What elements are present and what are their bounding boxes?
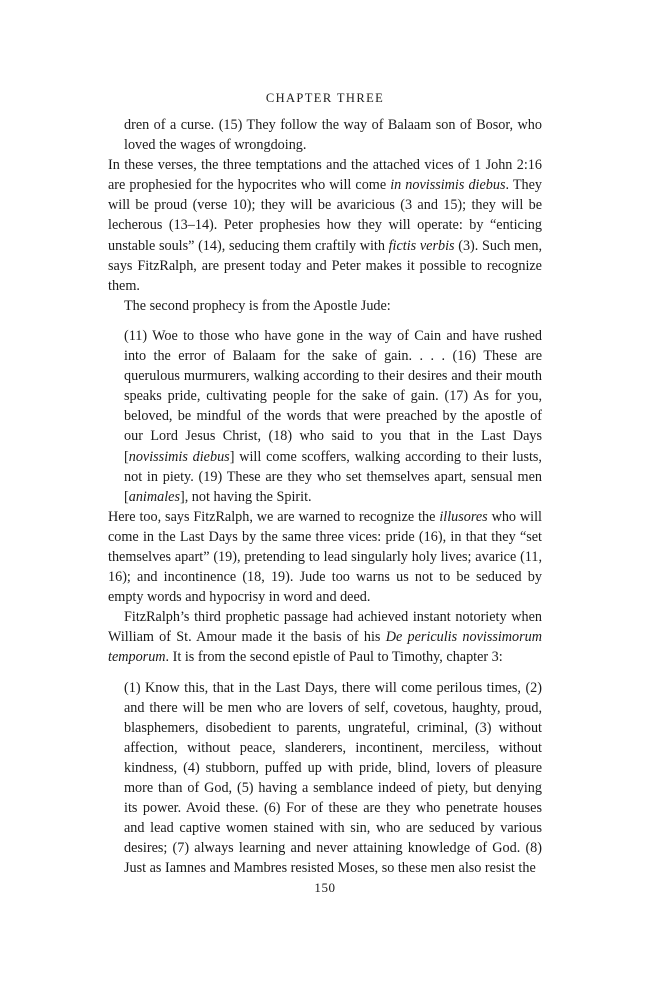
text-run: (3). Such men, says FitzRalph, are present today and Peter makes it possible to recognize them. — [108, 237, 542, 294]
text-run: . It is from the second epistle of Paul to Timothy, chapter 3: — [165, 649, 503, 666]
book-title: De periculis novissimorum temporum — [108, 629, 543, 666]
paragraph-third-passage — [108, 607, 542, 667]
page-number: 150 — [314, 880, 336, 895]
latin-phrase: in novissimis diebus — [390, 177, 506, 194]
body-text — [108, 115, 542, 878]
text-run: ] will come scoffers, walking according to their lusts, not in piety. (19) These are they who set themselves apart, sensual men [ — [124, 448, 542, 505]
block-quote-timothy: (1) Know this, that in the Last Days, there will come perilous times, (2) and there will be men who are lovers of self, covetous, haughty, proud, blasphemers, disobedient to parents, ungrateful, criminal, (3) without affection, without peace, slanderers, incontinent, merciless, without kindness, (4) stubborn, puffed up with pride, blind, lovers of pleasure more than of God, (5) having a semblance indeed of piety, but denying its power. Avoid these. (6) For of these are they who penetrate houses and lead captive women stained with sin, who are seduced by various desires; (7) always learning and never attaining knowledge of God. (8) Just as Iamnes and Mambres resisted Moses, so these men also resist the — [124, 679, 542, 877]
text-run: who will come in the Last Days by the same three vices: pride (16), in that they “set themselves apart” (19), pretending to lead singularly holy lives; avarice (11, 16); and incontinence (18, 19). Jude too warns us not to be seduced by empty words and hypocrisy in word and deed. — [108, 508, 542, 606]
block-quote-jude — [108, 326, 542, 507]
paragraph-commentary-peter — [108, 155, 542, 296]
text-run: In these verses, the three temptations and the attached vices of 1 John 2:16 are prophesied for the hypocrites who will come — [108, 157, 542, 194]
latin-phrase: fictis verbis — [388, 237, 455, 254]
text-run: . They will be proud (verse 10); they will be avaricious (3 and 15); they will be lecherous (13–14). Peter prophesies how they will operate: by “enticing unstable souls” (14), seducing them craftily with — [108, 177, 542, 254]
latin-phrase: illusores — [439, 508, 488, 525]
text-run: ], not having the Spirit. — [179, 488, 312, 505]
running-head: CHAPTER THREE — [265, 91, 385, 105]
block-quote-peter-end: dren of a curse. (15) They follow the way of Balaam son of Bosor, who loved the wages of wrongdoing. — [124, 117, 542, 154]
paragraph-jude-intro: The second prophecy is from the Apostle Jude: — [124, 297, 391, 314]
text-run: (11) Woe to those who have gone in the way of Cain and have rushed into the error of Balaam for the sake of gain. . . . (16) These are querulous murmurers, walking according to their desires and their mouth speaks pride, cultivating people for the sake of gain. (17) As for you, beloved, be mindful of the words that were preached by the apostle of our Lord Jesus Christ, (18) who said to you that in the Last Days [ — [124, 327, 542, 465]
latin-phrase: animales — [128, 488, 180, 505]
latin-phrase: novissimis diebus — [128, 448, 230, 465]
text-run: FitzRalph’s third prophetic passage had achieved instant notoriety when William of St. Amour made it the basis of his — [108, 609, 542, 646]
paragraph-commentary-jude — [108, 507, 542, 607]
text-run: Here too, says FitzRalph, we are warned to recognize the — [108, 508, 440, 525]
